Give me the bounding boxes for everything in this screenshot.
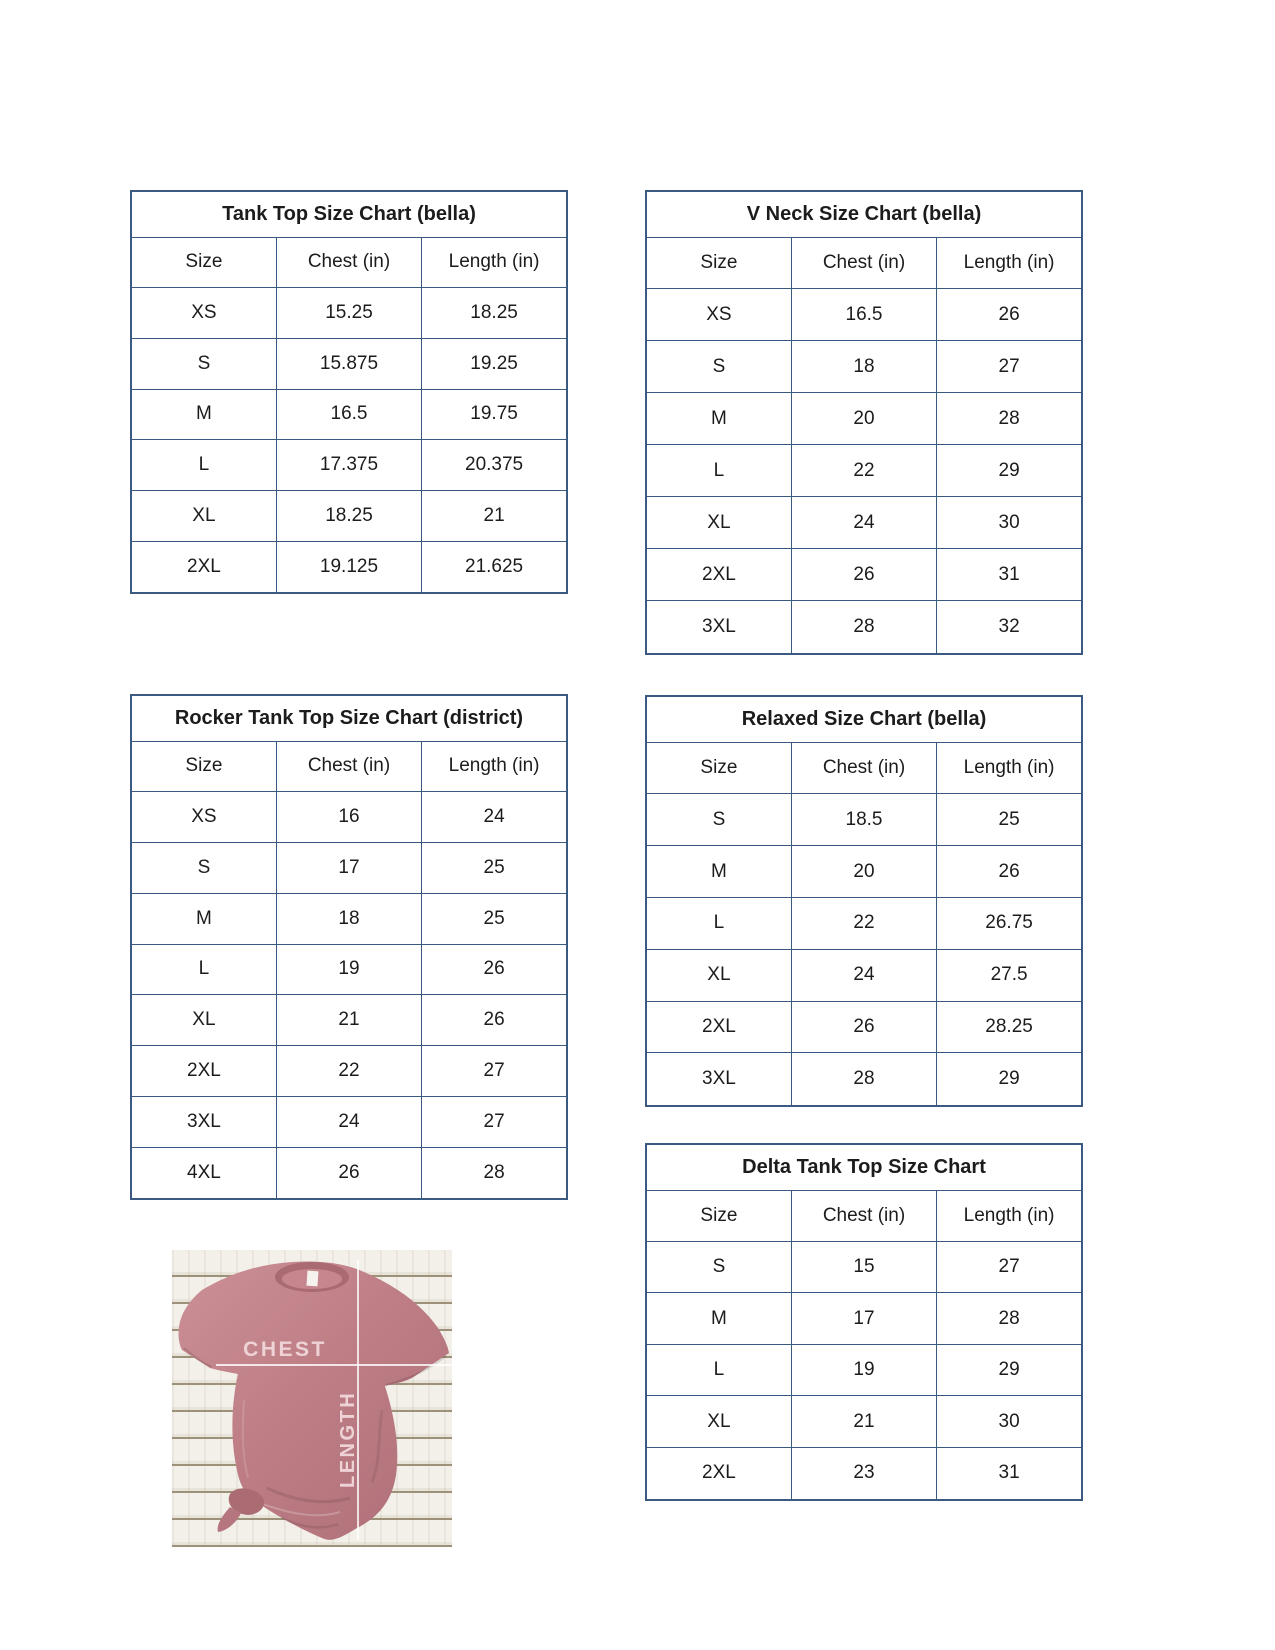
length-cell: 28.25 (937, 1001, 1082, 1053)
length-cell: 28 (937, 1293, 1082, 1344)
size-cell: M (131, 389, 276, 440)
v-neck-title: V Neck Size Chart (bella) (646, 191, 1082, 237)
table-title-row (131, 191, 567, 237)
table-row (646, 497, 1082, 549)
column-header-length: Length (in) (937, 1190, 1082, 1241)
table-row (131, 1147, 567, 1199)
table-row (131, 843, 567, 894)
table-row (131, 1096, 567, 1147)
chest-cell: 19 (791, 1344, 936, 1395)
size-cell: XL (646, 1396, 791, 1447)
length-cell: 26 (937, 289, 1082, 341)
length-label: LENGTH (337, 1390, 359, 1488)
chest-cell: 15 (791, 1241, 936, 1292)
table-title-row (131, 695, 567, 741)
size-cell: S (646, 341, 791, 393)
size-cell: XS (646, 289, 791, 341)
chest-cell: 20 (791, 846, 936, 898)
table-row (646, 549, 1082, 601)
size-cell: L (131, 440, 276, 491)
table-row (131, 490, 567, 541)
column-header-length: Length (in) (422, 741, 567, 792)
size-cell: S (646, 794, 791, 846)
size-cell: 3XL (646, 601, 791, 654)
size-cell: XL (646, 497, 791, 549)
chest-cell: 18 (791, 341, 936, 393)
tank-top-title: Tank Top Size Chart (bella) (131, 191, 567, 237)
table-header-row (131, 237, 567, 288)
size-cell: S (131, 338, 276, 389)
table-title-row (646, 1144, 1082, 1190)
column-header-length: Length (in) (937, 742, 1082, 794)
chest-cell: 15.25 (276, 288, 421, 339)
size-cell: M (646, 393, 791, 445)
chest-cell: 17 (791, 1293, 936, 1344)
size-cell: XS (131, 288, 276, 339)
length-cell: 19.75 (422, 389, 567, 440)
table-header-row (646, 237, 1082, 289)
size-cell: 3XL (131, 1096, 276, 1147)
column-header-size: Size (646, 742, 791, 794)
length-cell: 28 (422, 1147, 567, 1199)
table-row (646, 601, 1082, 654)
table-row (131, 389, 567, 440)
size-cell: L (131, 944, 276, 995)
chest-cell: 24 (791, 497, 936, 549)
delta-tank-top-size-chart (645, 1143, 1083, 1501)
size-cell: XS (131, 792, 276, 843)
chest-cell: 26 (791, 549, 936, 601)
tshirt-body (179, 1261, 449, 1539)
chest-cell: 15.875 (276, 338, 421, 389)
chest-cell: 21 (791, 1396, 936, 1447)
table-row (131, 792, 567, 843)
column-header-chest: Chest (in) (791, 237, 936, 289)
relaxed-table (645, 695, 1083, 1107)
chest-cell: 18.5 (791, 794, 936, 846)
chest-cell: 28 (791, 601, 936, 654)
table-row (646, 846, 1082, 898)
size-cell: L (646, 445, 791, 497)
rocker-tank-top-title: Rocker Tank Top Size Chart (district) (131, 695, 567, 741)
tank-top-size-chart (130, 190, 568, 594)
chest-cell: 22 (791, 897, 936, 949)
table-row (646, 393, 1082, 445)
column-header-length: Length (in) (422, 237, 567, 288)
chest-cell: 28 (791, 1053, 936, 1106)
column-header-size: Size (646, 1190, 791, 1241)
chest-cell: 19 (276, 944, 421, 995)
table-header-row (646, 1190, 1082, 1241)
size-cell: 2XL (131, 1046, 276, 1097)
size-cell: L (646, 1344, 791, 1395)
table-row (131, 288, 567, 339)
rocker-tank-top-table (130, 694, 568, 1200)
table-row (646, 897, 1082, 949)
column-header-chest: Chest (in) (791, 742, 936, 794)
chest-cell: 21 (276, 995, 421, 1046)
table-row (131, 1046, 567, 1097)
length-cell: 26 (422, 995, 567, 1046)
length-cell: 25 (422, 843, 567, 894)
length-cell: 31 (937, 1447, 1082, 1500)
length-cell: 25 (422, 893, 567, 944)
table-row (646, 1053, 1082, 1106)
chest-cell: 18.25 (276, 490, 421, 541)
table-row (131, 338, 567, 389)
table-row (646, 1447, 1082, 1500)
column-header-size: Size (131, 741, 276, 792)
table-row (646, 1293, 1082, 1344)
length-cell: 21 (422, 490, 567, 541)
length-cell: 26.75 (937, 897, 1082, 949)
v-neck-size-chart (645, 190, 1083, 655)
chest-cell: 26 (791, 1001, 936, 1053)
length-cell: 25 (937, 794, 1082, 846)
length-cell: 26 (422, 944, 567, 995)
column-header-chest: Chest (in) (276, 741, 421, 792)
table-row (646, 1001, 1082, 1053)
size-cell: 2XL (131, 541, 276, 593)
tshirt-graphic (172, 1250, 452, 1547)
length-cell: 29 (937, 1053, 1082, 1106)
v-neck-table (645, 190, 1083, 655)
table-row (646, 794, 1082, 846)
delta-tank-top-table (645, 1143, 1083, 1501)
length-cell: 27 (937, 1241, 1082, 1292)
size-cell: S (131, 843, 276, 894)
table-row (131, 893, 567, 944)
size-cell: 2XL (646, 1001, 791, 1053)
relaxed-size-chart (645, 695, 1083, 1107)
chest-cell: 16.5 (791, 289, 936, 341)
table-header-row (646, 742, 1082, 794)
chest-cell: 17.375 (276, 440, 421, 491)
delta-tank-top-title: Delta Tank Top Size Chart (646, 1144, 1082, 1190)
chest-cell: 16.5 (276, 389, 421, 440)
chest-cell: 16 (276, 792, 421, 843)
table-row (131, 944, 567, 995)
length-cell: 28 (937, 393, 1082, 445)
chest-cell: 26 (276, 1147, 421, 1199)
length-cell: 27 (422, 1096, 567, 1147)
table-header-row (131, 741, 567, 792)
length-cell: 29 (937, 445, 1082, 497)
table-row (646, 949, 1082, 1001)
tshirt-measurement-photo (172, 1250, 452, 1547)
chest-cell: 17 (276, 843, 421, 894)
size-cell: 2XL (646, 549, 791, 601)
size-cell: S (646, 1241, 791, 1292)
table-row (646, 1241, 1082, 1292)
table-title-row (646, 191, 1082, 237)
chest-cell: 24 (276, 1096, 421, 1147)
table-title-row (646, 696, 1082, 742)
chest-cell: 18 (276, 893, 421, 944)
size-cell: XL (131, 490, 276, 541)
length-cell: 31 (937, 549, 1082, 601)
size-cell: M (646, 1293, 791, 1344)
size-cell: XL (646, 949, 791, 1001)
length-cell: 24 (422, 792, 567, 843)
length-cell: 20.375 (422, 440, 567, 491)
length-cell: 29 (937, 1344, 1082, 1395)
length-cell: 27 (937, 341, 1082, 393)
size-cell: M (131, 893, 276, 944)
table-row (131, 440, 567, 491)
size-cell: XL (131, 995, 276, 1046)
length-cell: 21.625 (422, 541, 567, 593)
collar-tag (306, 1271, 318, 1287)
table-row (646, 1344, 1082, 1395)
rocker-tank-top-size-chart (130, 694, 568, 1200)
relaxed-title: Relaxed Size Chart (bella) (646, 696, 1082, 742)
chest-cell: 22 (276, 1046, 421, 1097)
tank-top-table (130, 190, 568, 594)
length-cell: 18.25 (422, 288, 567, 339)
chest-cell: 20 (791, 393, 936, 445)
chest-cell: 19.125 (276, 541, 421, 593)
length-cell: 27 (422, 1046, 567, 1097)
length-cell: 30 (937, 497, 1082, 549)
column-header-chest: Chest (in) (791, 1190, 936, 1241)
column-header-length: Length (in) (937, 237, 1082, 289)
chest-cell: 23 (791, 1447, 936, 1500)
length-cell: 30 (937, 1396, 1082, 1447)
column-header-chest: Chest (in) (276, 237, 421, 288)
size-cell: 3XL (646, 1053, 791, 1106)
chest-cell: 24 (791, 949, 936, 1001)
table-row (646, 289, 1082, 341)
size-cell: L (646, 897, 791, 949)
size-cell: 4XL (131, 1147, 276, 1199)
table-row (646, 445, 1082, 497)
length-cell: 27.5 (937, 949, 1082, 1001)
table-row (131, 995, 567, 1046)
size-cell: M (646, 846, 791, 898)
table-row (646, 1396, 1082, 1447)
chest-cell: 22 (791, 445, 936, 497)
length-cell: 32 (937, 601, 1082, 654)
column-header-size: Size (646, 237, 791, 289)
table-row (131, 541, 567, 593)
length-cell: 26 (937, 846, 1082, 898)
size-cell: 2XL (646, 1447, 791, 1500)
length-cell: 19.25 (422, 338, 567, 389)
chest-label: CHEST (243, 1338, 327, 1361)
table-row (646, 341, 1082, 393)
column-header-size: Size (131, 237, 276, 288)
